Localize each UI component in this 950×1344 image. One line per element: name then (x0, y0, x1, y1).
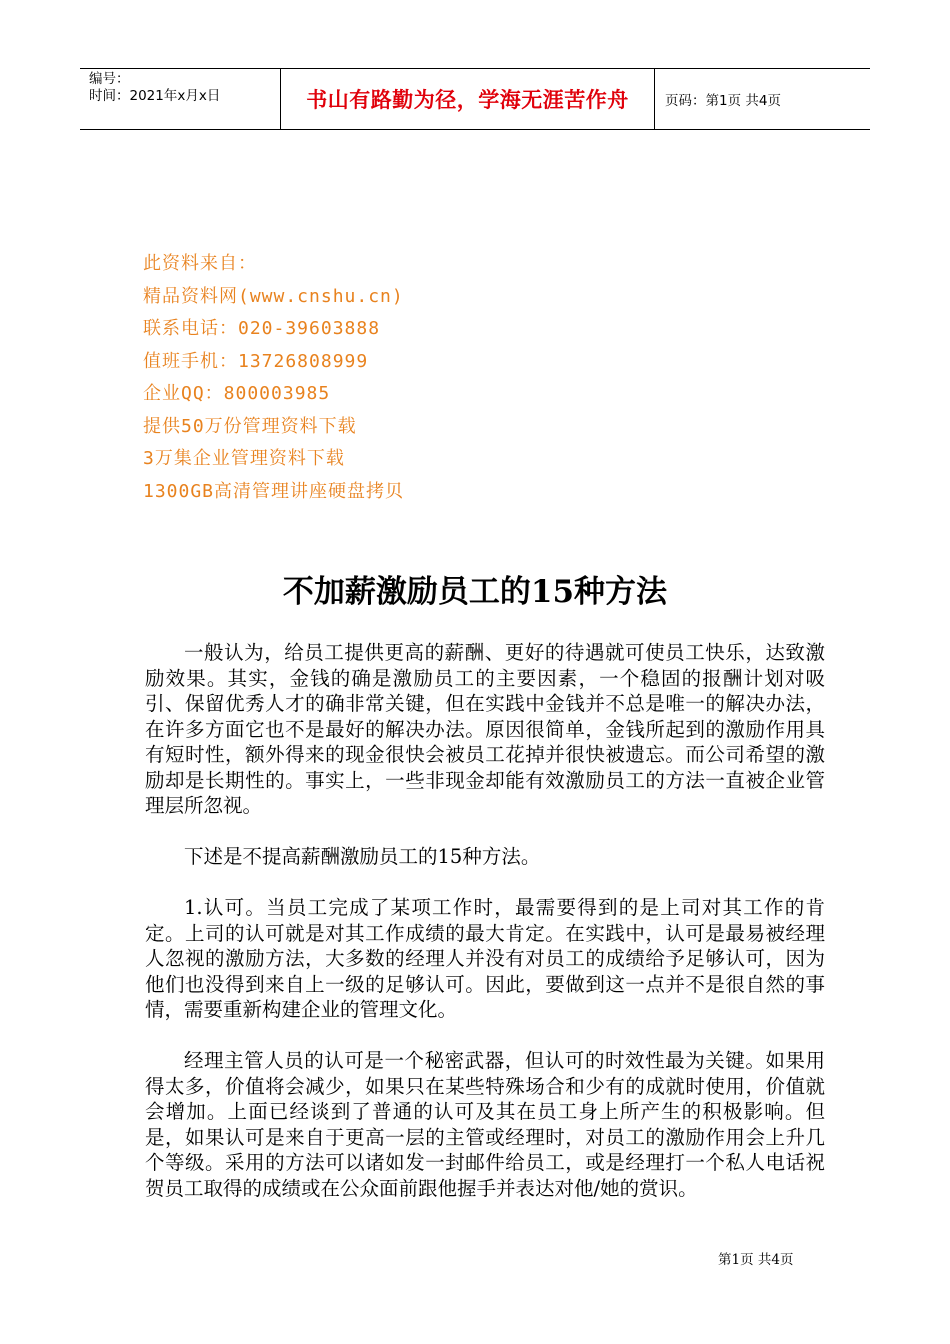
article-paragraph: 一般认为，给员工提供更高的薪酬、更好的待遇就可使员工快乐，达致激励效果。其实，金钱的确是激励员工的主要因素，一个稳固的报酬计划对吸引、保留优秀人才的确非常关键，但在实践中金钱并不总是唯一的解决办法，在许多方面它也不是最好的解决办法。原因很简单，金钱所起到的激励作用具有短时性，额外得来的现金很快会被员工花掉并很快被遗忘。而公司希望的激励却是长期性的。事实上，一些非现金却能有效激励员工的方法一直被企业管理层所忽视。 (145, 641, 825, 817)
promo-line: 精品资料网(www.cnshu.cn) (143, 285, 404, 307)
header-page-info: 页码：第1页 共4页 (665, 93, 781, 109)
page-footer: 第1页 共4页 (718, 1252, 794, 1268)
header-slogan: 书山有路勤为径，学海无涯苦作舟 (281, 69, 655, 129)
page-header (80, 68, 870, 130)
promo-line: 联系电话：020-39603888 (143, 318, 381, 339)
article-paragraph: 下述是不提高薪酬激励员工的15种方法。 (184, 845, 541, 868)
source-promo-block (143, 248, 404, 508)
promo-line: 提供50万份管理资料下载 (143, 415, 357, 437)
article-title: 不加薪激励员工的15种方法 (282, 574, 668, 610)
document-date: 时间：2021年x月x日 (89, 88, 221, 104)
promo-line: 1300GB高清管理讲座硬盘拷贝 (143, 480, 405, 502)
promo-line: 值班手机：13726808999 (143, 350, 369, 372)
article-paragraph: 1.认可。当员工完成了某项工作时，最需要得到的是上司对其工作的肯定。上司的认可就是对其工作成绩的最大肯定。在实践中，认可是最易被经理人忽视的激励方法，大多数的经理人并没有对员工的成绩给予足够认可，因为他们也没得到来自上一级的足够认可。因此，要做到这一点并不是很自然的事情，需要重新构建企业的管理文化。 (145, 896, 825, 1021)
promo-line: 此资料来自： (143, 253, 257, 274)
article-body (145, 640, 825, 1227)
header-meta (80, 69, 281, 129)
document-number-label: 编号： (89, 71, 130, 87)
promo-line: 企业QQ：800003985 (143, 383, 331, 404)
promo-line: 3万集企业管理资料下载 (143, 448, 345, 469)
article-paragraph: 经理主管人员的认可是一个秘密武器，但认可的时效性最为关键。如果用得太多，价值将会减少，如果只在某些特殊场合和少有的成就时使用，价值就会增加。上面已经谈到了普通的认可及其在员工身上所产生的积极影响。但是，如果认可是来自于更高一层的主管或经理时，对员工的激励作用会上升几个等级。采用的方法可以诸如发一封邮件给员工，或是经理打一个私人电话祝贺员工取得的成绩或在公众面前跟他握手并表达对他/她的赏识。 (145, 1049, 825, 1200)
